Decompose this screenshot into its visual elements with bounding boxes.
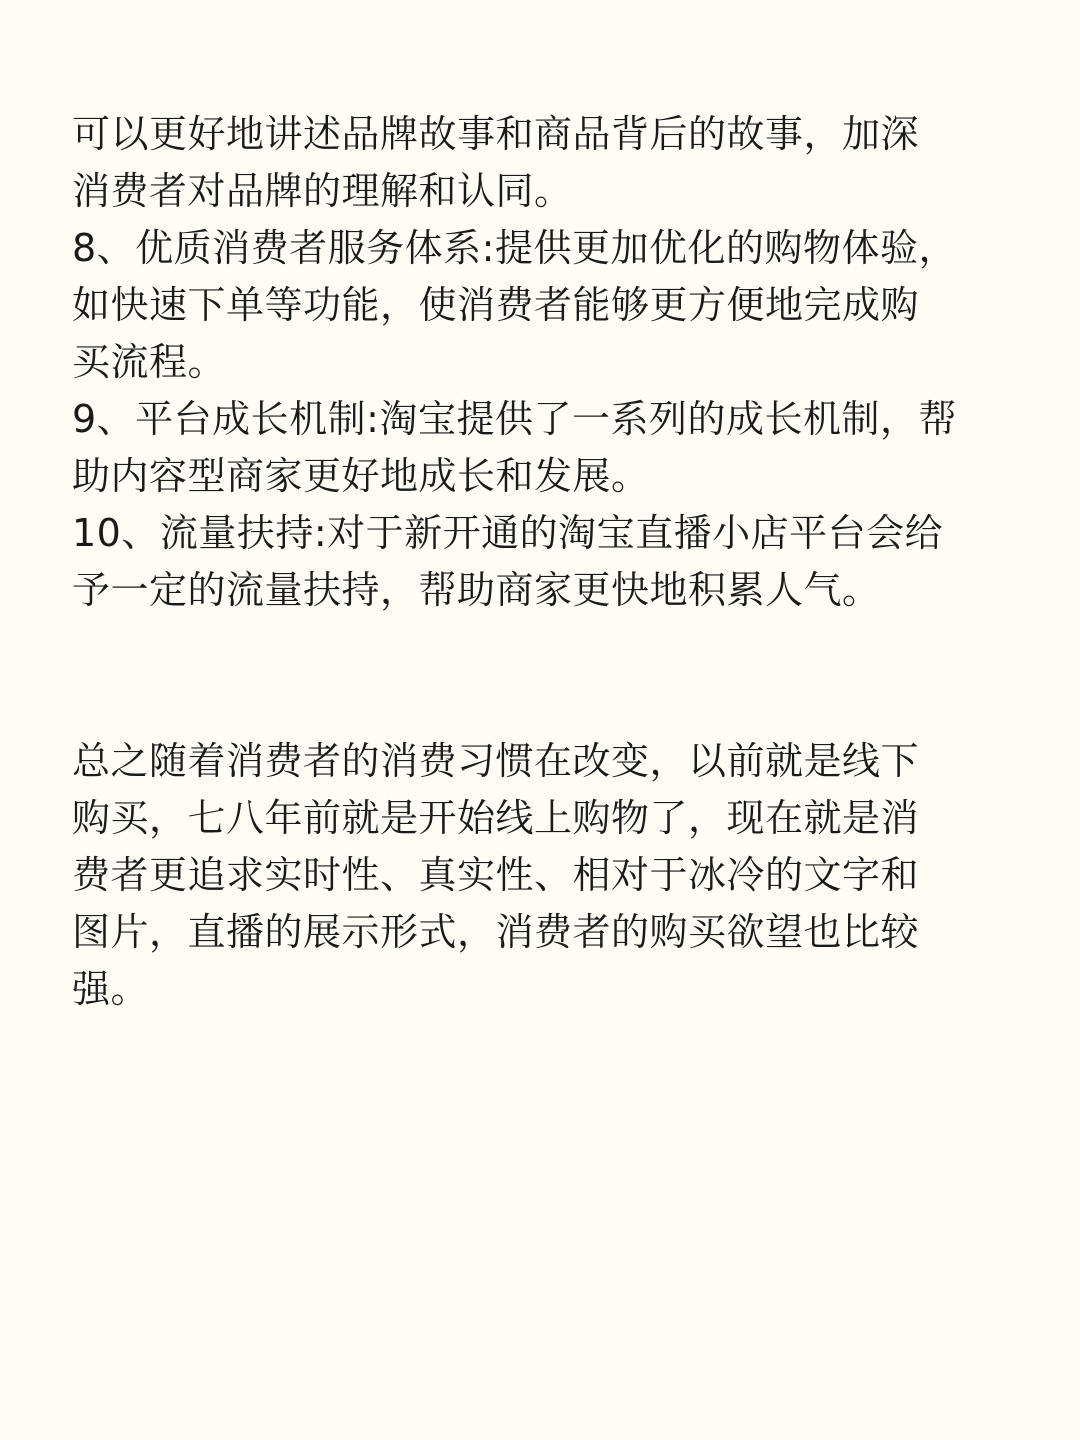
text-line: 10、流量扶持:对于新开通的淘宝直播小店平台会给 (72, 511, 944, 555)
paragraph-features (72, 106, 992, 619)
text-line: 买流程。 (72, 340, 227, 384)
text-line: 总之随着消费者的消费习惯在改变，以前就是线下 (72, 739, 920, 783)
text-line: 予一定的流量扶持，帮助商家更快地积累人气。 (72, 568, 881, 612)
paragraph-gap (72, 619, 992, 733)
text-line: 助内容型商家更好地成长和发展。 (72, 454, 650, 498)
paragraph-conclusion (72, 733, 992, 1018)
text-line: 消费者对品牌的理解和认同。 (72, 169, 573, 213)
text-line: 购买，七八年前就是开始线上购物了，现在就是消 (72, 796, 920, 840)
text-line: 9、平台成长机制:淘宝提供了一系列的成长机制，帮 (72, 397, 957, 441)
document-body (72, 106, 992, 1018)
text-line: 可以更好地讲述品牌故事和商品背后的故事，加深 (72, 112, 920, 156)
text-line: 图片，直播的展示形式，消费者的购买欲望也比较 (72, 910, 920, 954)
text-line: 费者更追求实时性、真实性、相对于冰冷的文字和 (72, 853, 920, 897)
text-line: 如快速下单等功能，使消费者能够更方便地完成购 (72, 283, 920, 327)
text-line: 8、优质消费者服务体系:提供更加优化的购物体验， (72, 226, 957, 270)
text-line: 强。 (72, 967, 150, 1011)
